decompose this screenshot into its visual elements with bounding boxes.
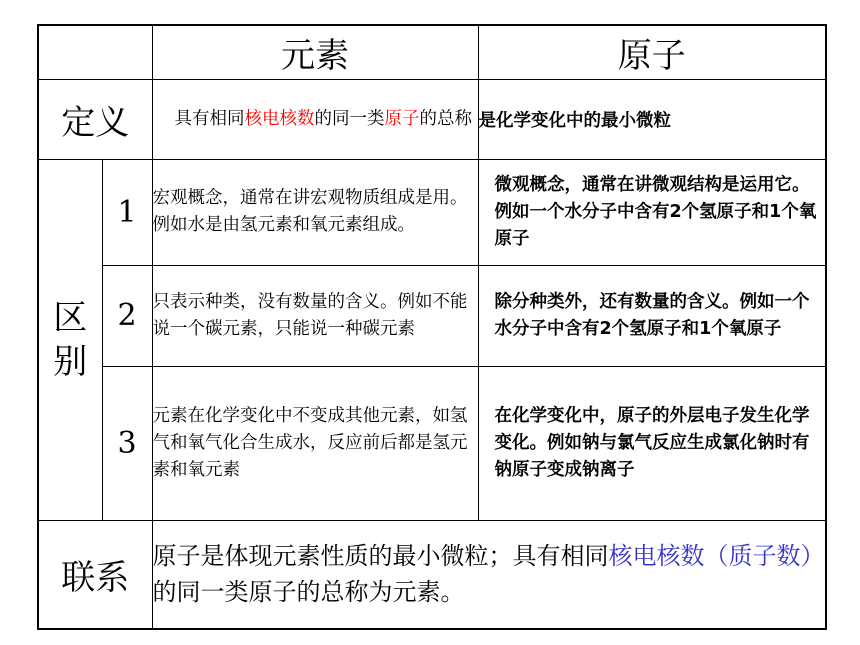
difference-atom-2: 除分种类外，还有数量的含义。例如一个水分子中含有2个氢原子和1个氧原子: [478, 265, 826, 366]
difference-label-char-1: 区: [53, 297, 88, 338]
difference-index-1: 1: [102, 159, 152, 265]
relation-row: [38, 520, 826, 629]
difference-label: [38, 159, 102, 520]
definition-label: 定义: [38, 79, 152, 159]
definition-element: [152, 79, 478, 159]
difference-index-3: 3: [102, 366, 152, 520]
definition-element-highlight-2: 原子: [384, 108, 420, 129]
definition-atom: 是化学变化中的最小微粒: [478, 79, 826, 159]
definition-row: [38, 79, 826, 159]
definition-element-part-1: 具有相同: [174, 108, 245, 129]
difference-row-1: [38, 159, 826, 265]
difference-index-2: 2: [102, 265, 152, 366]
difference-atom-3: 在化学变化中，原子的外层电子发生化学变化。例如钠与氯气反应生成氯化钠时有钠原子变成钠离子: [478, 366, 826, 520]
relation-part-1: 原子是体现元素性质的最小微粒；具有相同: [152, 542, 609, 571]
difference-element-1: 宏观概念，通常在讲宏观物质组成是用。例如水是由氢元素和氧元素组成。: [152, 159, 478, 265]
header-row: [38, 25, 826, 79]
difference-row-2: [38, 265, 826, 366]
comparison-table: [37, 24, 827, 630]
header-element: 元素: [152, 25, 478, 79]
relation-label: 联系: [38, 520, 152, 629]
difference-atom-1: 微观概念，通常在讲微观结构是运用它。例如一个水分子中含有2个氢原子和1个氧原子: [478, 159, 826, 265]
relation-text: [152, 520, 826, 629]
difference-label-char-2: 别: [53, 341, 88, 382]
definition-element-part-2: 的同一类: [314, 108, 385, 129]
definition-element-part-3: 的总称: [419, 108, 472, 129]
relation-highlight: 核电核数（质子数）: [608, 542, 825, 571]
difference-element-3: 元素在化学变化中不变成其他元素，如氢气和氧气化合生成水，反应前后都是氢元素和氧元素: [152, 366, 478, 520]
corner-cell: [38, 25, 152, 79]
difference-row-3: [38, 366, 826, 520]
relation-part-2: 的同一类原子的总称为元素。: [152, 578, 465, 607]
definition-element-highlight-1: 核电核数: [244, 108, 315, 129]
difference-element-2: 只表示种类，没有数量的含义。例如不能说一个碳元素，只能说一种碳元素: [152, 265, 478, 366]
header-atom: 原子: [478, 25, 826, 79]
